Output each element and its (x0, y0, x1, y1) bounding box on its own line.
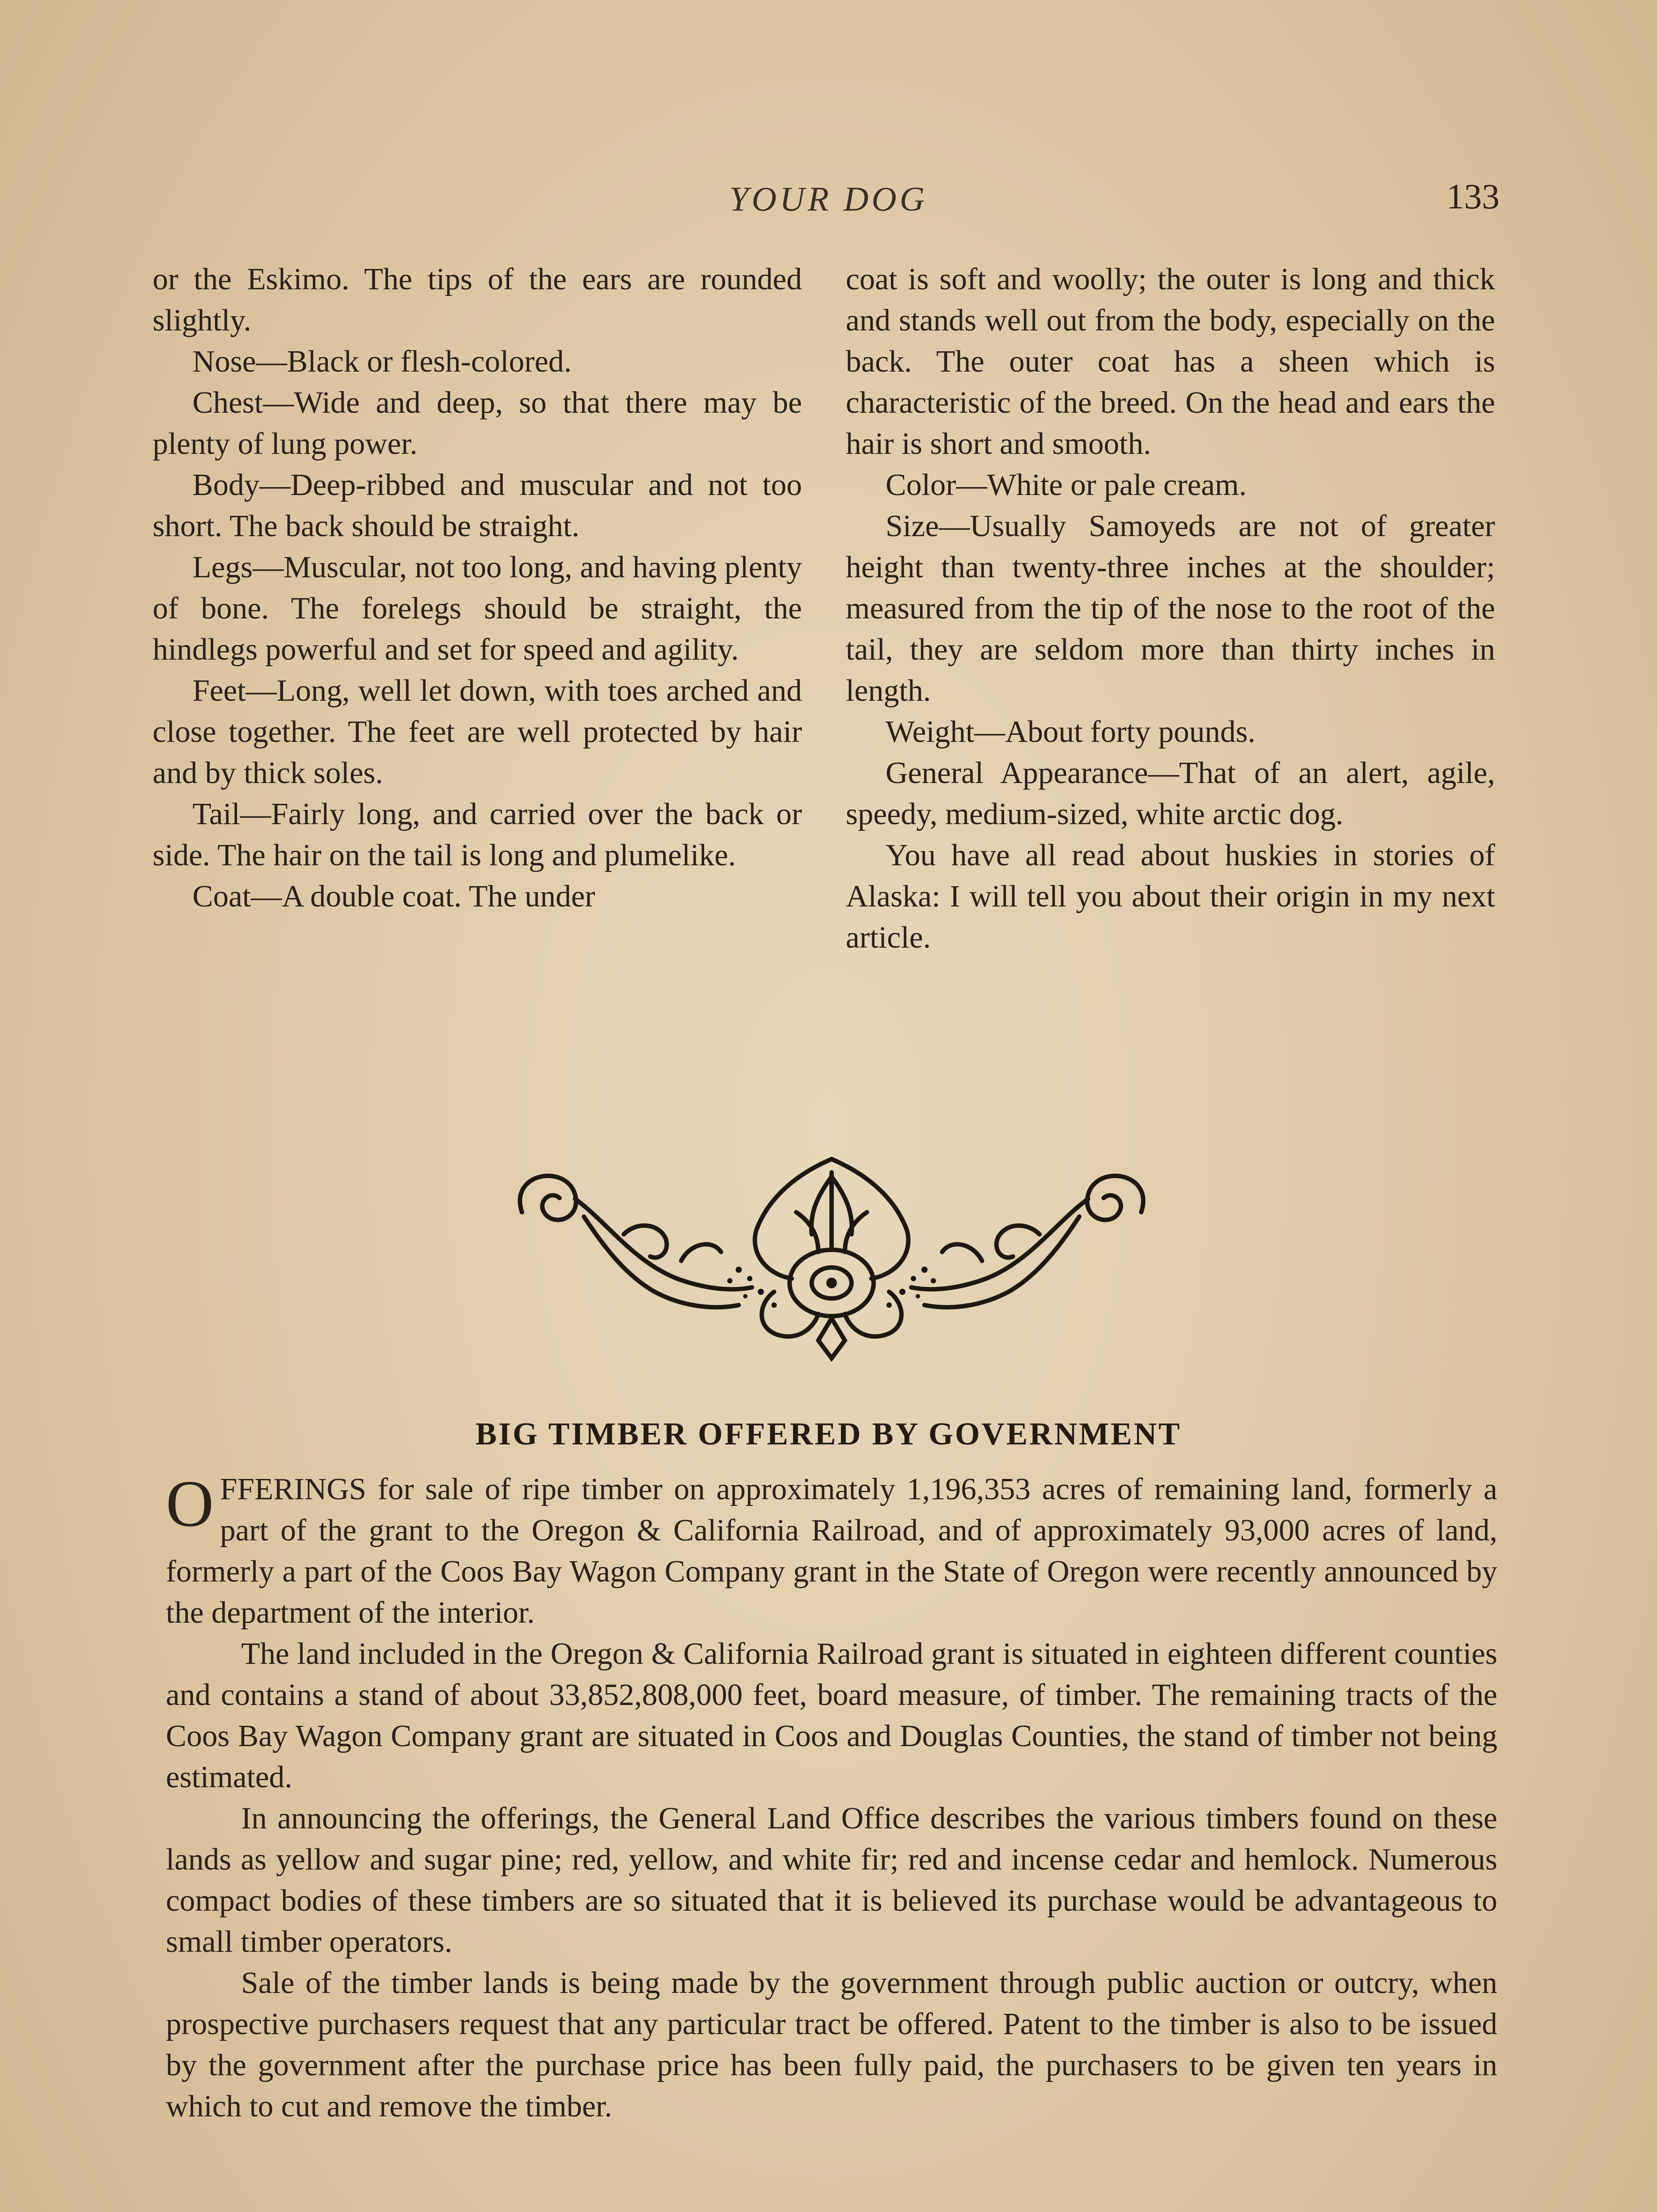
paragraph: Color—White or pale cream. (886, 468, 1247, 502)
decorative-ornament-icon (491, 1146, 1172, 1367)
paragraph: Body—Deep-ribbed and muscular and not too short. The back should be straight. (153, 468, 802, 543)
lead-text: FFERINGS for sale of ripe timber on approximately 1,196,353 acres of remaining land, formerly a part of the grant to the Oregon & California Railroad, and of approximately 93,000 acres of land, formerly a part of the Coos Bay Wagon Company grant in the State of Oregon were recently announced by the department of the interior. (166, 1472, 1497, 1630)
drop-cap: O (166, 1467, 214, 1540)
paragraph: Legs—Muscular, not too long, and having plenty of bone. The forelegs should be straight, the hindlegs powerful and set for speed and agility. (153, 550, 802, 667)
paragraph: Size—Usually Samoyeds are not of greater height than twenty-three inches at the shoulder; measured from the tip of the nose to the root of the tail, they are seldom more than thirty inches in length. (846, 509, 1495, 708)
running-head: YOUR DOG (729, 180, 928, 218)
article-title: BIG TIMBER OFFERED BY GOVERNMENT (475, 1416, 1182, 1452)
paragraph: Coat—A double coat. The under (192, 879, 595, 914)
paragraph: coat is soft and woolly; the outer is long and thick and stands well out from the body, especially on the back. The outer coat has a sheen which is characteristic of the breed. On the head and ears the hair is short and smooth. (846, 262, 1495, 461)
right-column (846, 259, 1495, 958)
paragraph: General Appearance—That of an alert, agile, speedy, medium-sized, white arctic dog. (846, 756, 1495, 831)
article-body (166, 1469, 1497, 2127)
paragraph: Nose—Black or flesh-colored. (192, 345, 572, 379)
paragraph: Chest—Wide and deep, so that there may be plenty of lung power. (153, 386, 802, 461)
left-column (153, 259, 802, 917)
paragraph: The land included in the Oregon & California Railroad grant is situated in eighteen different counties and contains a stand of about 33,852,808,000 feet, board measure, of timber. The remaining tracts of the Coos Bay Wagon Company grant are situated in Coos and Douglas Counties, the stand of timber not being estimated. (166, 1637, 1497, 1794)
paragraph: Tail—Fairly long, and carried over the back or side. The hair on the tail is long and plumelike. (153, 797, 802, 872)
paragraph: Feet—Long, well let down, with toes arched and close together. The feet are well protected by hair and by thick soles. (153, 674, 802, 790)
paragraph: Sale of the timber lands is being made by the government through public auction or outcry, when prospective purchasers request that any particular tract be offered. Patent to the timber is also to be issued by the government after the purchase price has been fully paid, the purchasers to be given ten years in which to cut and remove the timber. (166, 1966, 1497, 2124)
paragraph: You have all read about huskies in stories of Alaska: I will tell you about their origin in my next article. (846, 838, 1495, 955)
paragraph: or the Eskimo. The tips of the ears are rounded slightly. (153, 262, 802, 338)
lead-paragraph (166, 1469, 1497, 1633)
paragraph: In announcing the offerings, the General Land Office describes the various timbers found on these lands as yellow and sugar pine; red, yellow, and white fir; red and incense cedar and hemlock. Numerous compact bodies of these timbers are so situated that it is believed its purchase would be advantageous to small timber operators. (166, 1801, 1497, 1959)
page-number: 133 (1446, 177, 1500, 216)
paragraph: Weight—About forty pounds. (886, 715, 1256, 749)
